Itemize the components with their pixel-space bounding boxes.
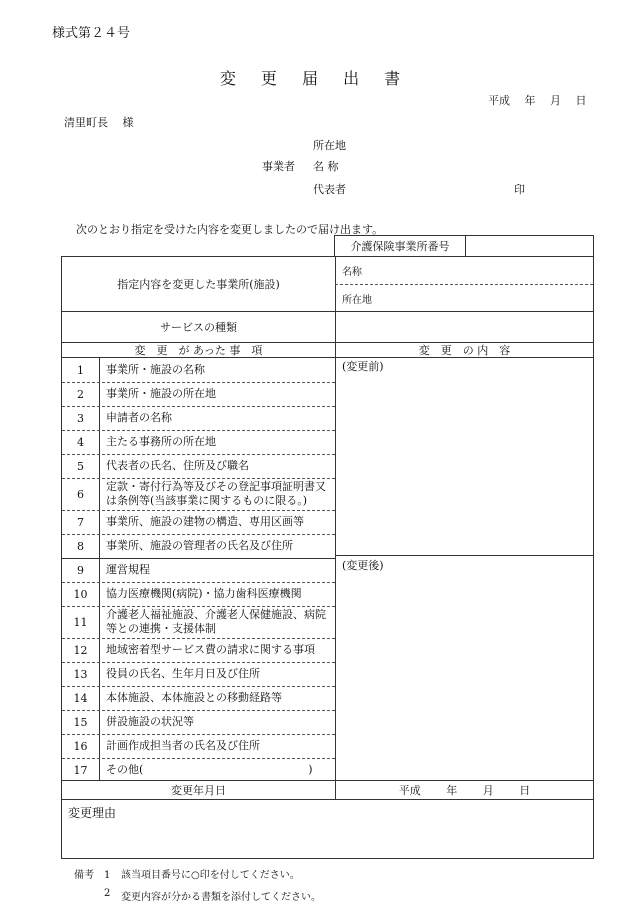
applicant-name-label: 名 称 [313,160,339,173]
item-number: 12 [73,643,88,657]
item-number: 3 [77,411,84,425]
addressee: 清里町長 様 [64,116,134,129]
change-date-row [61,780,594,800]
item-number: 2 [77,387,84,401]
before-change-label: (変更前) [342,360,384,373]
item-text: 本体施設、本体施設との移動経路等 [106,691,282,704]
change-date-label: 変更年月日 [171,783,226,797]
item-text: 事業所・施設の名称 [106,363,205,376]
change-reason-box [61,800,594,859]
change-table [61,256,594,781]
intro-text: 次のとおり指定を受けた内容を変更しましたので届け出ます。 [76,223,384,236]
item-number: 9 [77,563,84,577]
item-number: 6 [77,487,84,501]
seal-label: 印 [514,183,525,196]
item-text: 代表者の氏名、住所及び職名 [106,459,249,472]
facility-location-label: 所在地 [342,295,372,306]
item-number: 1 [77,363,84,377]
insurance-number-label: 介護保険事業所番号 [335,236,466,256]
insurance-number-box [334,235,594,257]
change-content-header: 変 更 の 内 容 [418,344,511,357]
item-text: 事業所・施設の所在地 [106,387,216,400]
item-text: 役員の氏名、生年月日及び住所 [106,667,260,680]
item-text: その他( ) [106,763,313,776]
facility-label: 指定内容を変更した事業所(施設) [117,278,280,291]
after-change-label: (変更後) [342,559,384,572]
item-number: 14 [73,691,88,705]
form-number: 様式第２４号 [52,26,131,41]
applicant-location-label: 所在地 [313,139,346,152]
item-number: 13 [73,667,88,681]
applicant-business-label: 事業者 [262,160,295,173]
item-text: 地域密着型サービス費の請求に関する事項 [106,643,315,656]
item-number: 11 [73,615,88,629]
item-number: 16 [73,739,88,753]
item-number: 8 [77,539,84,553]
facility-name-label: 名称 [342,267,362,278]
item-text: 事業所、施設の管理者の氏名及び住所 [106,539,293,552]
item-text: 運営規程 [106,563,150,576]
item-text: 主たる事務所の所在地 [106,435,216,448]
item-number: 17 [73,763,88,777]
item-text: 協力医療機関(病院)・協力歯科医療機関 [106,587,302,600]
item-number: 7 [77,515,84,529]
item-text: 定款・寄付行為等及びその登記事項証明書又は条例等(当該事業に関するものに限る。) [106,480,326,507]
item-number: 4 [77,435,84,449]
item-number: 15 [73,715,88,729]
item-text: 併設施設の状況等 [106,715,194,728]
change-reason-label: 変更理由 [68,806,117,820]
item-number: 10 [73,587,88,601]
item-text: 計画作成担当者の氏名及び住所 [106,739,260,752]
note-2-prefix: 2 [104,888,111,899]
change-date-value: 平成 年 月 日 [398,783,531,797]
note-1-prefix: 備考 1 [74,870,111,881]
note-2-text: 変更内容が分かる書類を添付してください。 [121,892,321,903]
document-title: 変 更 届 出 書 [219,69,411,88]
item-number: 5 [77,459,84,473]
note-1-text: 該当項目番号に○印を付してください。 [121,870,300,881]
submission-date: 平成 年 月 日 [488,94,587,107]
item-text: 介護老人福祉施設、介護老人保健施設、病院等との連携・支援体制 [106,608,326,635]
service-type-label: サービスの種類 [160,321,237,334]
item-text: 申請者の名称 [106,411,172,424]
item-text: 事業所、施設の建物の構造、専用区画等 [106,515,304,528]
changed-items-header: 変 更 が あった 事 項 [134,344,263,357]
applicant-representative-label: 代表者 [313,183,346,196]
